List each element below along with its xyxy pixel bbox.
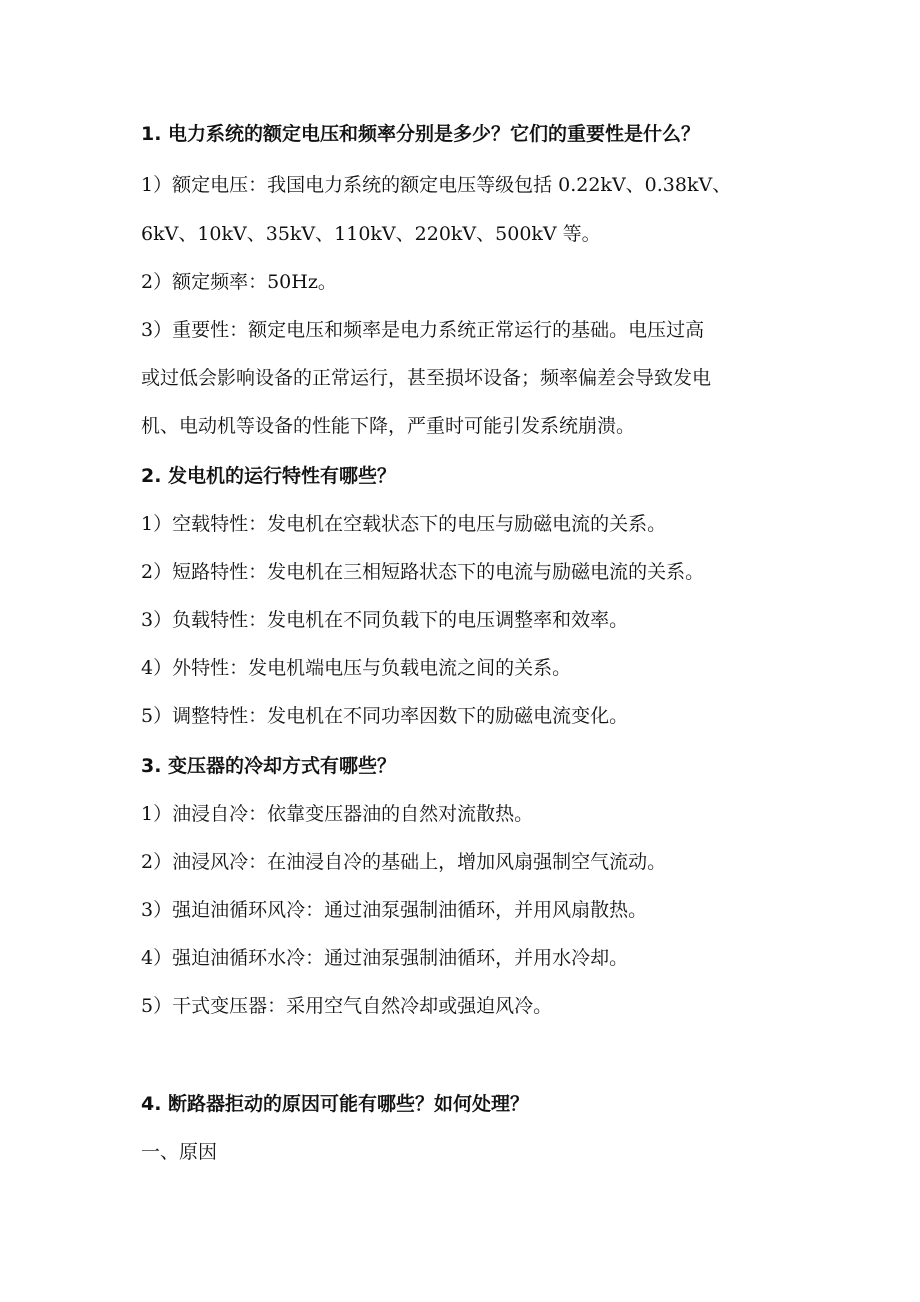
question-3-heading: 3. 变压器的冷却方式有哪些？ xyxy=(141,755,397,777)
answer-1-line-4: 3）重要性：额定电压和频率是电力系统正常运行的基础。电压过高 xyxy=(141,319,705,341)
answer-3-line-4: 4）强迫油循环水冷：通过油泵强制油循环，并用水冷却。 xyxy=(141,947,629,969)
answer-3-line-1: 1）油浸自冷：依靠变压器油的自然对流散热。 xyxy=(141,803,534,825)
answer-3-line-3: 3）强迫油循环风冷：通过油泵强制油循环，并用风扇散热。 xyxy=(141,899,648,921)
answer-2-line-4: 4）外特性：发电机端电压与负载电流之间的关系。 xyxy=(141,657,572,679)
answer-3-line-5: 5）干式变压器：采用空气自然冷却或强迫风冷。 xyxy=(141,995,553,1017)
answer-2-line-1: 1）空载特性：发电机在空载状态下的电压与励磁电流的关系。 xyxy=(141,513,667,535)
answer-4-line-1: 一、原因 xyxy=(141,1141,218,1163)
answer-1-line-1: 1）额定电压：我国电力系统的额定电压等级包括 0.22kV、0.38kV、 xyxy=(141,174,732,196)
answer-2-line-2: 2）短路特性：发电机在三相短路状态下的电流与励磁电流的关系。 xyxy=(141,561,705,583)
answer-1-line-5: 或过低会影响设备的正常运行，甚至损坏设备；频率偏差会导致发电 xyxy=(141,367,712,389)
question-4-heading: 4. 断路器拒动的原因可能有哪些？如何处理？ xyxy=(141,1093,530,1115)
answer-2-line-5: 5）调整特性：发电机在不同功率因数下的励磁电流变化。 xyxy=(141,705,629,727)
answer-1-line-3: 2）额定频率：50Hz。 xyxy=(141,271,337,293)
answer-1-line-2: 6kV、10kV、35kV、110kV、220kV、500kV 等。 xyxy=(141,223,601,245)
answer-1-line-6: 机、电动机等设备的性能下降，严重时可能引发系统崩溃。 xyxy=(141,415,636,437)
question-2-heading: 2. 发电机的运行特性有哪些？ xyxy=(141,465,397,487)
answer-2-line-3: 3）负载特性：发电机在不同负载下的电压调整率和效率。 xyxy=(141,609,629,631)
answer-3-line-2: 2）油浸风冷：在油浸自冷的基础上，增加风扇强制空气流动。 xyxy=(141,851,667,873)
question-1-heading: 1. 电力系统的额定电压和频率分别是多少？它们的重要性是什么？ xyxy=(141,123,701,145)
